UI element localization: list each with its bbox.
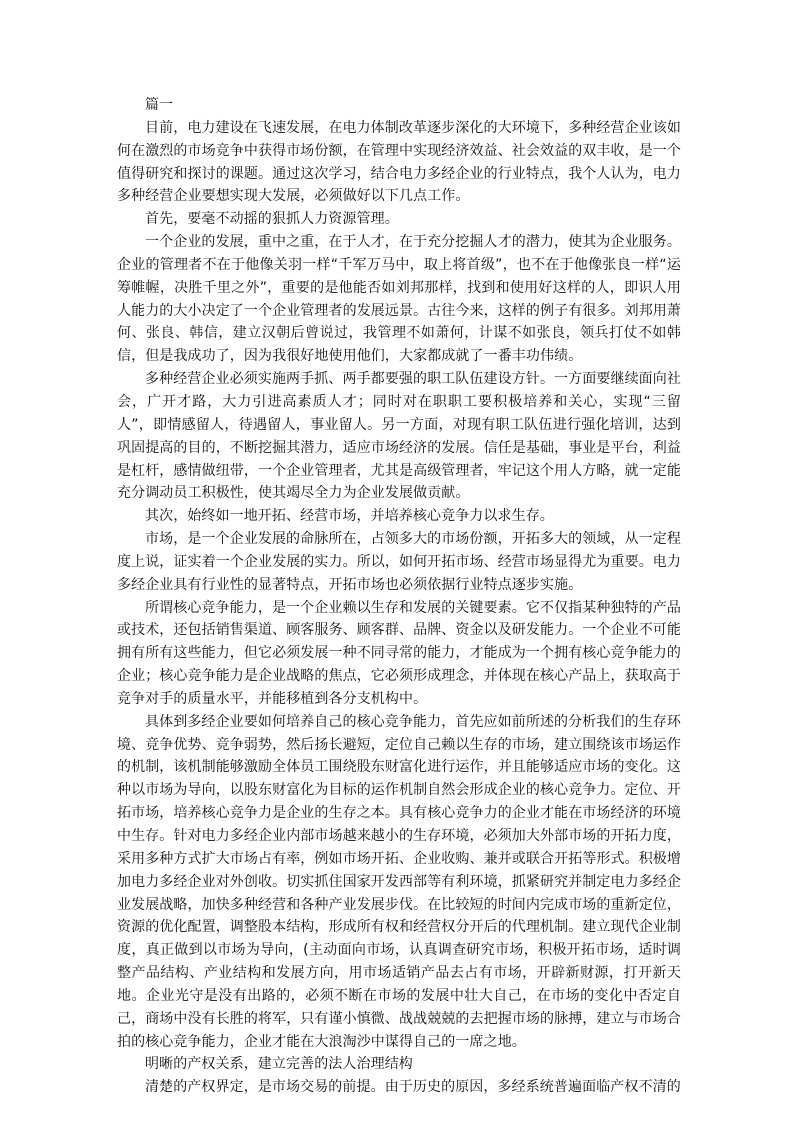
paragraph-property-heading: 明晰的产权关系，建立完善的法人治理结构 (145, 1056, 413, 1073)
paragraph-cultivate-competence: 具体到多经企业要如何培养自己的核心竞争能力，首先应如前所述的分析我们的生存环境、竞争优势、竞争弱势，然后扬长避短，定位自己赖以生存的市场，建立围绕该市场运作的机制，该机制能够激励全体员工围绕股东财富化进行运作，并且能够适应市场的变化。这种以市场为导向，以股东财富化为目标的运作机制自然会形成企业的核心竞争力。定位、开拓市场，培养核心竞争力是企业的生存之本。具有核心竞争力的企业才能在市场经济的环境中生存。针对电力多经企业内部市场越来越小的生存环境，必须加大外部市场的开拓力度，采用多种方式扩大市场占有率，例如市场开拓、企业收购、兼并或联合开拓等形式。积极增加电力多经企业对外创收。切实抓住国家开发西部等有利环境，抓紧研究并制定电力多经企业发展战略，加快多种经营和各种产业发展步伐。在比较短的时间内完成市场的重新定位，资源的优化配置，调整股本结构，形成所有权和经营权分开后的代理机制。建立现代企业制度，真正做到以市场为导向，(主动面向市场，认真调查研究市场，积极开拓市场，适时调整产品结构、产业结构和发展方向，用市场适销产品去占有市场，开辟新财源，打开新天地。企业光守是没有出路的，必须不断在市场的发展中壮大自己，在市场的变化中否定自己，商场中没有长胜的将军，只有谨小慎微、战战兢兢的去把握市场的脉搏，建立与市场合拍的核心竞争能力，企业才能在大浪淘沙中谋得自己的一席之地。 (117, 713, 681, 1050)
document-page (117, 94, 681, 1099)
paragraph-talent: 一个企业的发展，重中之重，在于人才，在于充分挖掘人才的潜力，使其为企业服务。企业的管理者不在于他像关羽一样“千军万马中，取上将首级”，也不在于他像张良一样“运筹帷幄，决胜千里之外”，重要的是他能否如刘邦那样，找到和使用好这样的人，即识人用人能力的大小决定了一个企业管理者的发展远景。古往今来，这样的例子有很多。刘邦用萧何、张良、韩信，建立汉朝后曾说过，我管理不如萧何，计谋不如张良，领兵打仗不如韩信，但是我成功了，因为我很好地使用他们，大家都成就了一番丰功伟绩。 (117, 234, 681, 365)
section-label: 篇一 (145, 97, 173, 113)
paragraph-hr-heading: 首先，要毫不动摇的狠抓人力资源管理。 (145, 211, 399, 228)
paragraph-workforce: 多种经营企业必须实施两手抓、两手都要强的职工队伍建设方针。一方面要继续面向社会，广开才路，大力引进高素质人才；同时对在职职工要积极培养和关心，实现“三留人”，即情感留人，待遇留人，事业留人。另一方面，对现有职工队伍进行强化培训，达到巩固提高的目的，不断挖掘其潜力，适应市场经济的发展。信任是基础，事业是平台，利益是杠杆，感情做纽带，一个企业管理者，尤其是高级管理者，牢记这个用人方略，就一定能充分调动员工积极性，使其竭尽全力为企业发展做贡献。 (117, 371, 681, 502)
paragraph-intro: 目前，电力建设在飞速发展，在电力体制改革逐步深化的大环境下，多种经营企业该如何在激烈的市场竞争中获得市场份额，在管理中实现经济效益、社会效益的双丰收，是一个值得研究和探讨的课题。通过这次学习，结合电力多经企业的行业特点，我个人认为，电力多种经营企业要想实现大发展，必须做好以下几点工作。 (117, 119, 681, 205)
paragraph-market-heading: 其次，始终如一地开拓、经营市场，并培养核心竞争力以求生存。 (145, 508, 554, 525)
paragraph-core-competence: 所谓核心竞争能力，是一个企业赖以生存和发展的关键要素。它不仅指某种独特的产品或技术，还包括销售渠道、顾客服务、顾客群、品牌、资金以及研发能力。一个企业不可能拥有所有这些能力，但它必须发展一种不同寻常的能力，才能成为一个拥有核心竞争能力的企业；核心竞争能力是企业战略的焦点，它必须形成理念，并体现在核心产品上，获取高于竞争对手的质量水平，并能移植到各分支机构中。 (117, 599, 681, 707)
paragraph-market: 市场，是一个企业发展的命脉所在，占领多大的市场份额，开拓多大的领域，从一定程度上说，证实着一个企业发展的实力。所以，如何开拓市场、经营市场显得尤为重要。电力多经企业具有行业性的显著特点，开拓市场也必须依据行业特点逐步实施。 (117, 531, 681, 593)
paragraph-property: 清楚的产权界定，是市场交易的前提。由于历史的原因，多经系统普遍面临产权不清的 (145, 1079, 681, 1096)
